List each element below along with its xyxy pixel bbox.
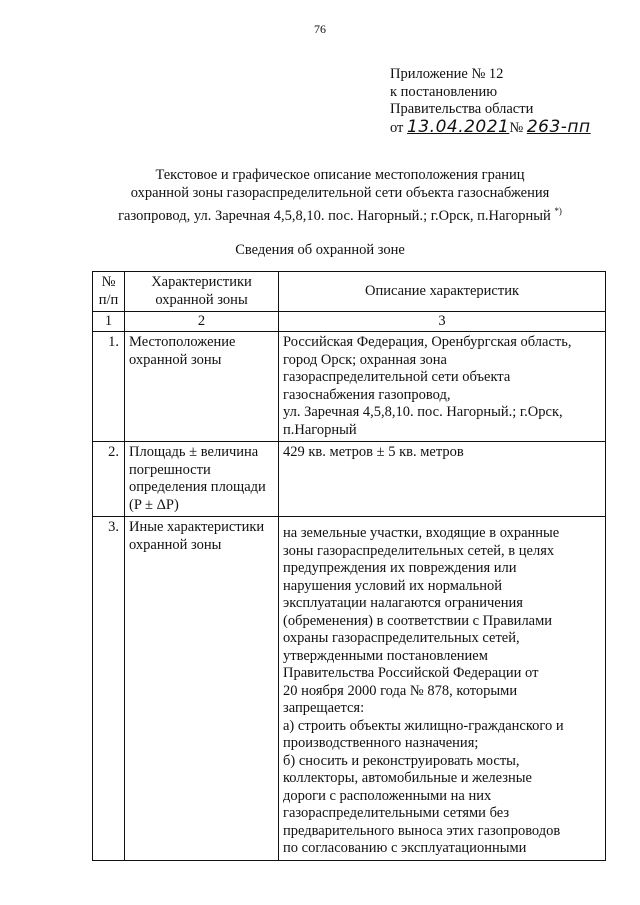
title-line-2: охранной зоны газораспределительной сети объекта газоснабжения — [130, 185, 550, 201]
table-index-row — [93, 312, 606, 332]
index-cell: 2 — [125, 312, 279, 332]
description-line: зоны газораспределительных сетей, в целях — [283, 542, 555, 559]
header-characteristic: Характеристики охранной зоны — [125, 272, 279, 312]
description-line: Российская Федерация, Оренбургская область, — [283, 334, 572, 350]
table-header-row — [93, 272, 606, 312]
description-line: утвержденными постановлением — [283, 647, 488, 664]
appendix-line-2: к постановлению — [390, 83, 498, 100]
page-number: 76 — [314, 22, 326, 36]
description-line: а) строить объекты жилищно-гражданского и — [283, 717, 564, 734]
description-line: на земельные участки, входящие в охранные — [283, 525, 560, 541]
description-content — [283, 519, 601, 858]
row-description — [279, 517, 606, 861]
appendix-date-line — [390, 116, 591, 138]
handwritten-number: 263-пп — [526, 116, 591, 137]
header-description: Описание характеристик — [279, 272, 606, 312]
description-line: охраны газораспределительных сетей, — [283, 630, 520, 646]
handwritten-date: 13.04.2021 — [407, 116, 510, 137]
row-characteristic — [125, 517, 279, 861]
title-line-3-text: газопровод, ул. Заречная 4,5,8,10. пос. Нагорный.; г.Орск, п.Нагорный — [118, 207, 551, 224]
title-line-1: Текстовое и графическое описание местоположения границ — [155, 167, 525, 183]
zone-table — [92, 271, 606, 861]
table-row — [93, 442, 606, 517]
description-line: газораспределительной сети объекта — [283, 369, 511, 385]
appendix-block — [390, 66, 591, 137]
row-characteristic — [125, 442, 279, 517]
index-cell: 3 — [279, 312, 606, 332]
row-description — [279, 332, 606, 442]
characteristic-line: Площадь ± величина — [129, 444, 259, 460]
index-cell: 1 — [93, 312, 125, 332]
number-sign: № — [509, 119, 524, 136]
row-characteristic: Местоположение охранной зоны — [125, 332, 279, 442]
description-line: п.Нагорный — [283, 421, 357, 438]
row-number: 3. — [93, 517, 125, 861]
description-line: б) сносить и реконструировать мосты, — [283, 752, 520, 769]
description-line: Правительства Российской Федерации от — [283, 665, 539, 681]
date-prefix: от — [390, 119, 404, 136]
description-line: 20 ноября 2000 года № 878, которыми — [283, 682, 518, 699]
description-line: газораспределительными сетями без — [283, 805, 510, 821]
characteristic-line: погрешности — [129, 461, 211, 478]
description-line: предупреждения их повреждения или — [283, 560, 517, 576]
document-title — [60, 166, 620, 225]
description-line: эксплуатации налагаются ограничения — [283, 595, 523, 611]
description-line: город Орск; охранная зона — [283, 351, 447, 368]
description-line: (обременения) в соответствии с Правилами — [283, 612, 553, 629]
row-description — [279, 442, 606, 517]
header-number: № п/п — [93, 272, 125, 312]
section-subtitle: Сведения об охранной зоне — [235, 242, 405, 258]
description-line: по согласованию с эксплуатационными — [283, 840, 527, 856]
description-line: запрещается: — [283, 700, 365, 716]
description-line: газоснабжения газопровод, — [283, 386, 451, 403]
description-line: 429 кв. метров ± 5 кв. метров — [283, 444, 464, 460]
description-line: производственного назначения; — [283, 735, 479, 751]
description-line: дороги с расположенными на них — [283, 787, 492, 804]
description-line: ул. Заречная 4,5,8,10. пос. Нагорный.; г.Орск, — [283, 404, 563, 420]
title-line-3 — [60, 202, 620, 225]
appendix-line-3: Правительства области — [390, 101, 534, 117]
description-line: предварительного выноса этих газопроводов — [283, 822, 561, 839]
characteristic-line: (P ± ΔP) — [129, 496, 179, 513]
footnote-mark: *) — [554, 206, 562, 216]
description-line: коллекторы, автомобильные и железные — [283, 770, 532, 786]
characteristic-line: определения площади — [129, 479, 266, 495]
description-line: нарушения условий их нормальной — [283, 577, 503, 594]
table-row — [93, 517, 606, 861]
characteristic-line: Иные характеристики — [129, 519, 265, 535]
appendix-line-1: Приложение № 12 — [390, 66, 504, 82]
characteristic-line: охранной зоны — [129, 536, 222, 553]
row-number: 2. — [93, 442, 125, 517]
row-number: 1. — [93, 332, 125, 442]
table-row — [93, 332, 606, 442]
